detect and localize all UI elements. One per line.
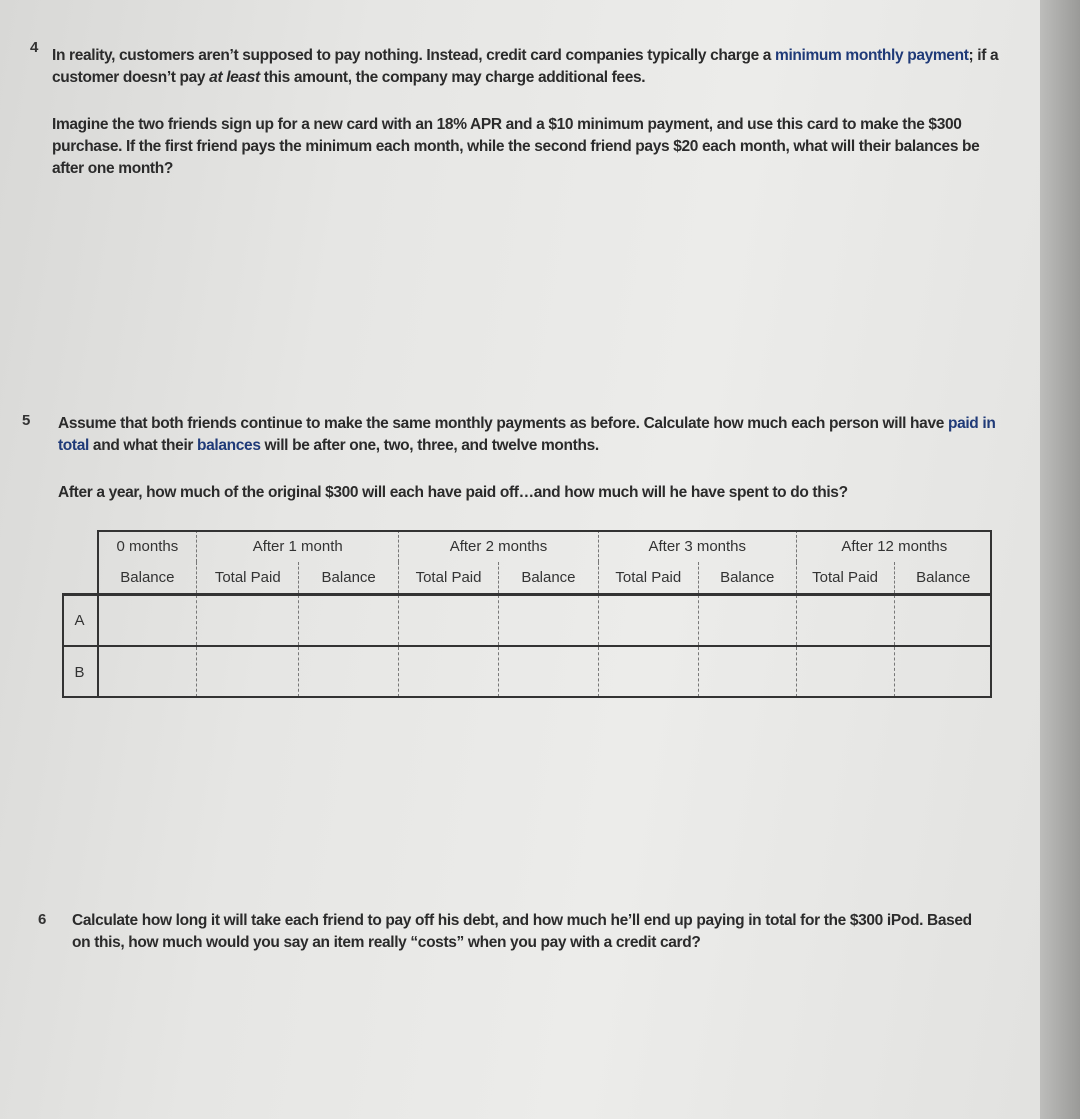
text: and what their [88, 437, 198, 454]
emphasis-paid-in-total: paid in total [58, 415, 996, 454]
answer-cell[interactable] [197, 594, 299, 646]
text: will be after one, two, three, and twelve months. [260, 437, 599, 454]
text: Assume that both friends continue to make the same monthly payments as before. Calculate how much each person will have [58, 415, 948, 432]
question-number-5: 5 [22, 412, 31, 429]
text: this amount, the company may charge additional fees. [259, 69, 646, 86]
answer-cell[interactable] [894, 594, 992, 646]
answer-cell[interactable] [498, 594, 598, 646]
subheader: Total Paid [796, 562, 894, 594]
answer-cell[interactable] [796, 646, 894, 697]
emphasis-minimum-payment: minimum monthly payment [775, 47, 969, 64]
subheader: Balance [98, 562, 197, 594]
text: In reality, customers aren’t supposed to pay nothing. Instead, credit card companies typically charge a [52, 47, 776, 64]
group-header: After 2 months [399, 530, 599, 562]
answer-cell[interactable] [598, 646, 698, 697]
corner-cell [62, 562, 98, 594]
question-6-prompt: Calculate how long it will take each friend to pay off his debt, and how much he’ll end up paying in total for the $300 iPod. Based on this, how much would you say an item really “costs” when you pay with a credit card? [72, 912, 972, 951]
payment-table [62, 530, 992, 697]
subheader: Total Paid [399, 562, 499, 594]
photo-edge [1040, 0, 1080, 1119]
text: ; if a customer doesn’t pay [52, 47, 999, 86]
subheader: Balance [299, 562, 399, 594]
answer-cell[interactable] [698, 594, 796, 646]
question-number-6: 6 [38, 911, 47, 928]
subheader: Total Paid [598, 562, 698, 594]
row-label: A [62, 594, 98, 646]
answer-cell[interactable] [197, 646, 299, 697]
answer-cell[interactable] [698, 646, 796, 697]
answer-cell[interactable] [399, 594, 499, 646]
answer-cell[interactable] [796, 594, 894, 646]
corner-cell [62, 530, 98, 562]
answer-cell[interactable] [98, 646, 197, 697]
question-4-prompt: Imagine the two friends sign up for a new card with an 18% APR and a $10 minimum payment, and use this card to make the $300 purchase. If the first friend pays the minimum each month, while the second friend pays $20 each month, what will their balances be after one month? [52, 116, 980, 177]
question-5-prompt: After a year, how much of the original $300 will each have paid off…and how much will he have spent to do this? [58, 484, 848, 501]
group-header: After 3 months [598, 530, 796, 562]
subheader: Balance [698, 562, 796, 594]
subheader: Balance [894, 562, 992, 594]
answer-cell[interactable] [98, 594, 197, 646]
answer-cell[interactable] [498, 646, 598, 697]
subheader: Balance [498, 562, 598, 594]
answer-cell[interactable] [894, 646, 992, 697]
group-header: 0 months [98, 530, 197, 562]
emphasis-at-least: at least [209, 69, 260, 86]
table-row [62, 594, 992, 646]
group-header: After 12 months [796, 530, 992, 562]
question-4-intro [52, 45, 1012, 89]
answer-cell[interactable] [598, 594, 698, 646]
subheader: Total Paid [197, 562, 299, 594]
question-number-4: 4 [30, 39, 39, 56]
answer-cell[interactable] [299, 594, 399, 646]
emphasis-balances: balances [197, 437, 261, 454]
answer-cell[interactable] [399, 646, 499, 697]
answer-cell[interactable] [299, 646, 399, 697]
group-header: After 1 month [197, 530, 399, 562]
row-label: B [62, 646, 98, 697]
question-5-intro [58, 413, 1008, 457]
table-row [62, 646, 992, 697]
